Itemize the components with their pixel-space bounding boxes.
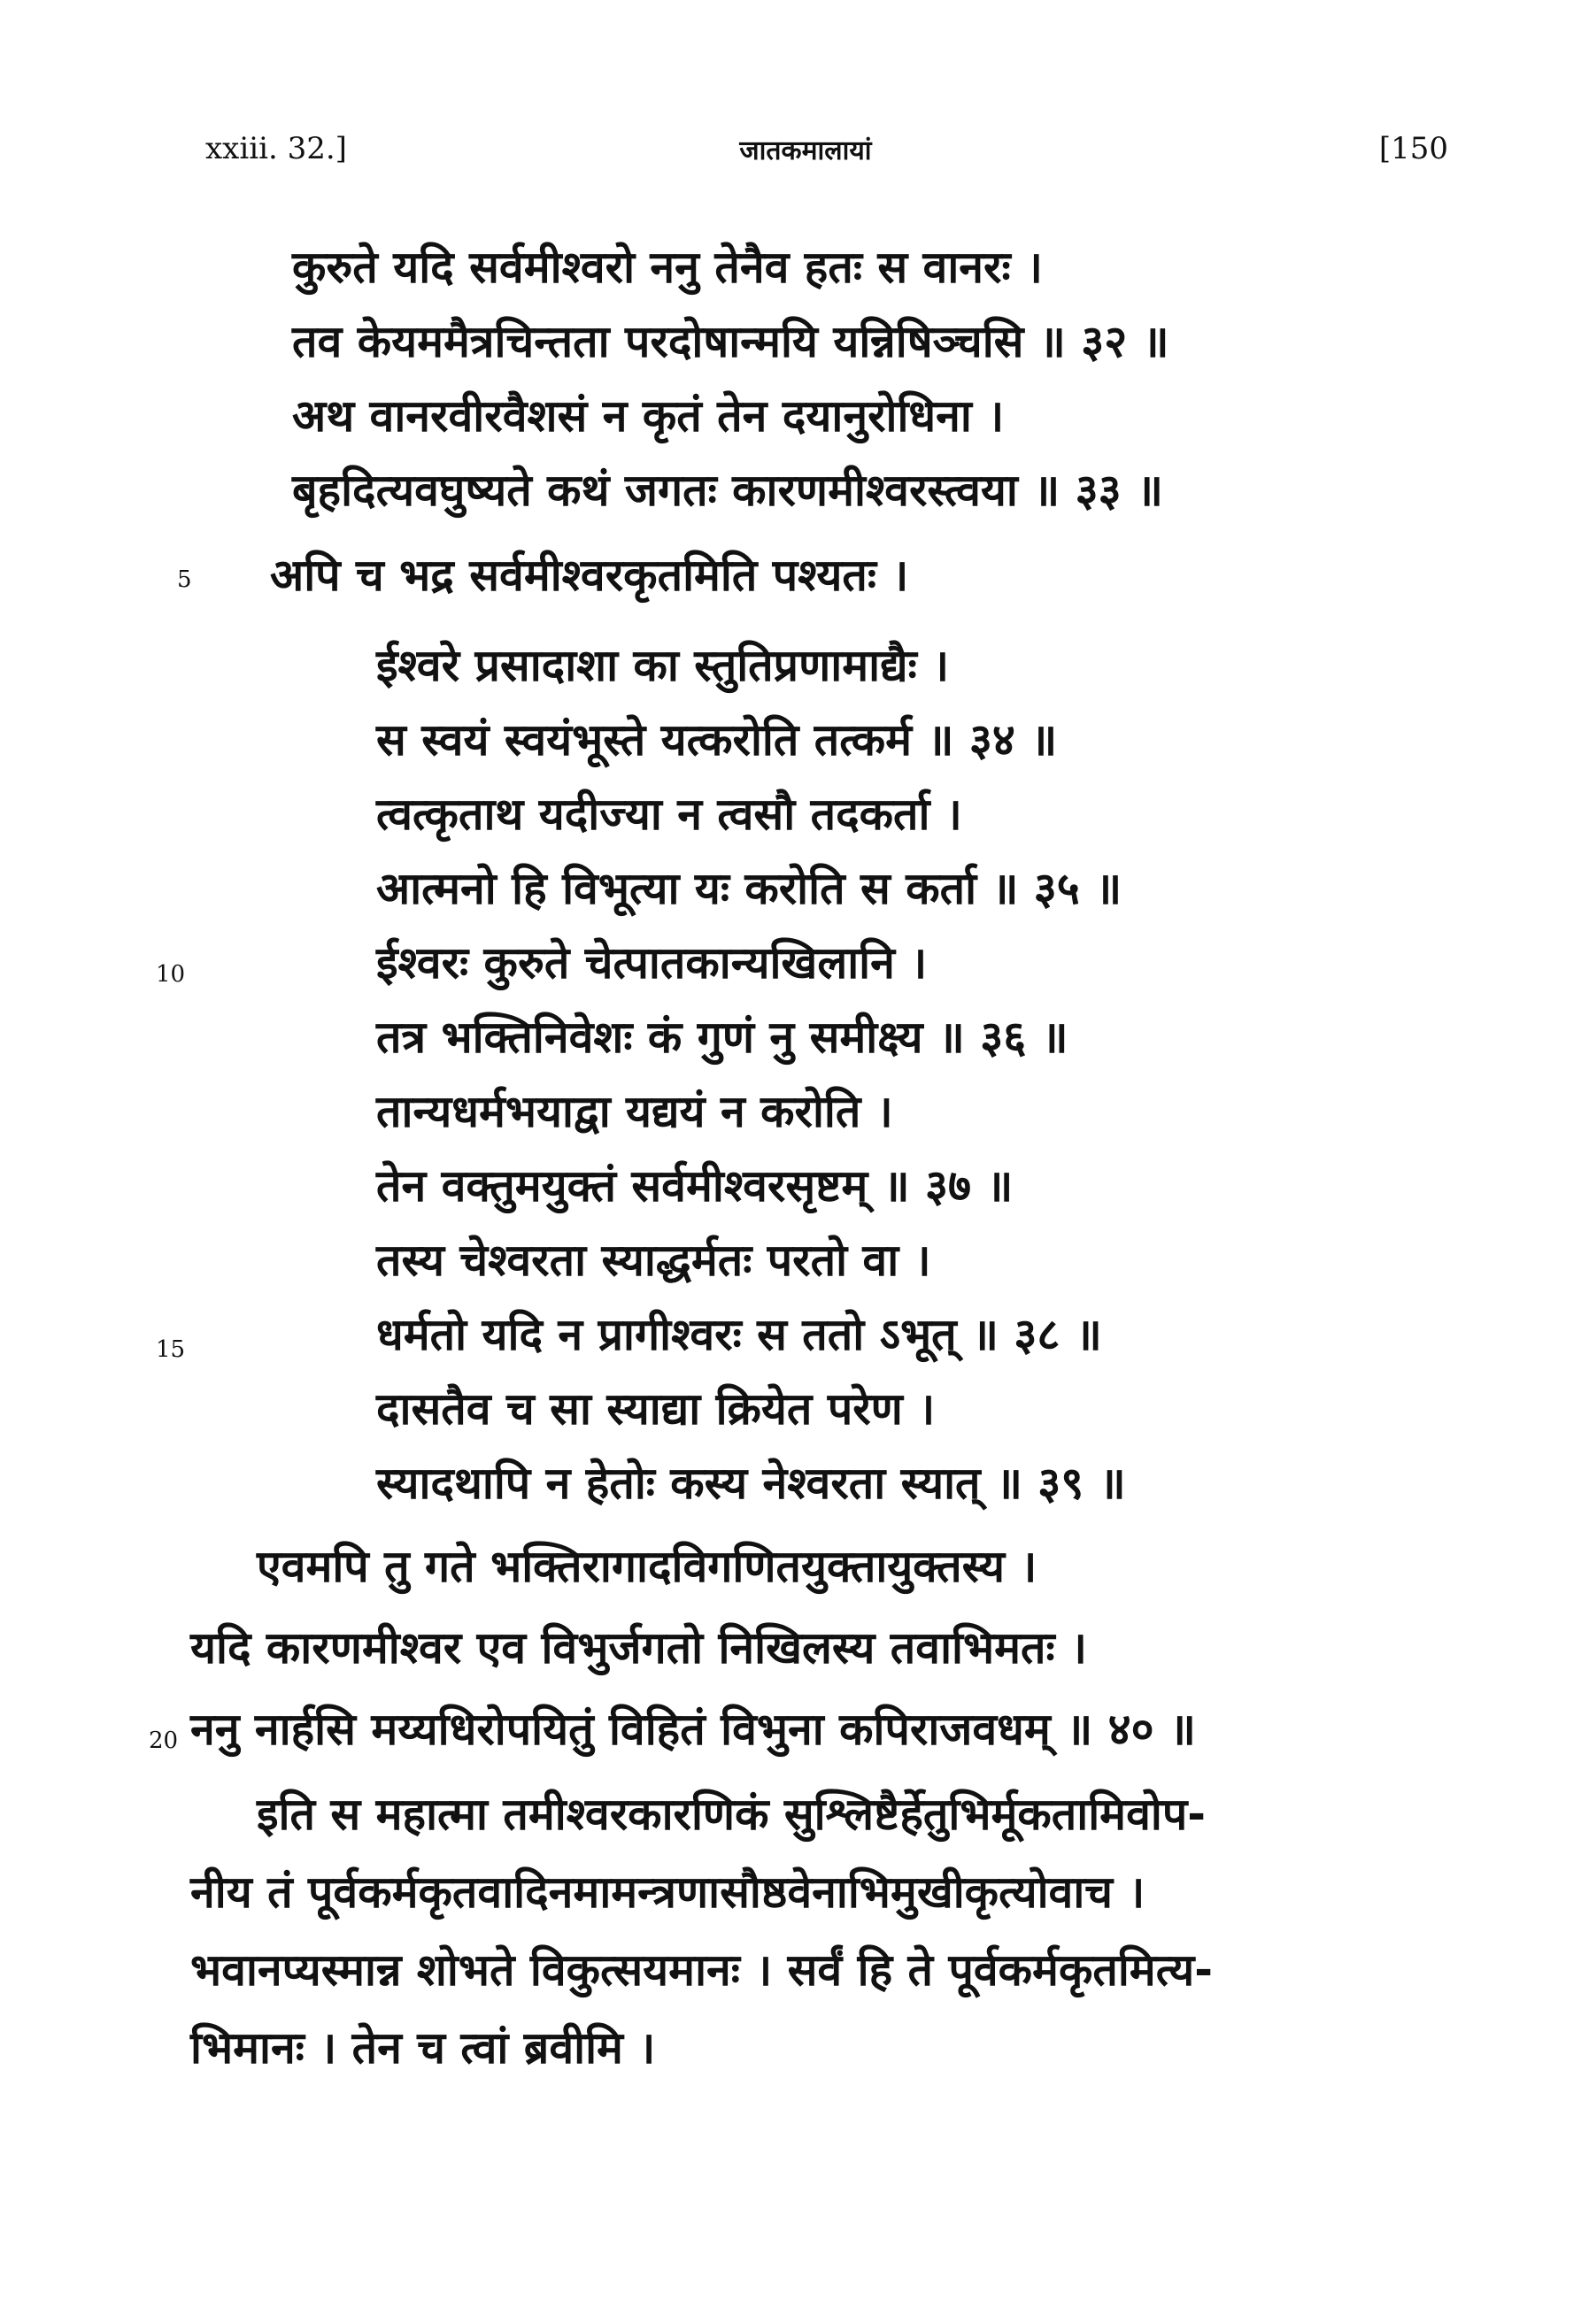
verse-line: दासतैव च सा स्याद्या क्रियेत परेण । bbox=[376, 1383, 936, 1435]
verse-line: आत्मनो हि विभूत्या यः करोति स कर्ता ॥ ३५ ॥ bbox=[376, 863, 1122, 914]
verse-line: ईश्वरे प्रसादाशा का स्तुतिप्रणामाद्यैः । bbox=[376, 640, 950, 691]
verse-line: तत्र भक्तिनिवेशः कं गुणं नु समीक्ष्य ॥ ३६ ॥ bbox=[376, 1012, 1068, 1063]
verse-line: कुरुते यदि सर्वमीश्वरो ननु तेनैव हतः स वानरः । bbox=[292, 242, 1043, 293]
page-number: [150 bbox=[1378, 131, 1448, 166]
line-number-20: 20 bbox=[149, 1728, 179, 1754]
verse-line: धर्मतो यदि न प्रागीश्वरः स ततो ऽभूत् ॥ ३८ ॥ bbox=[376, 1309, 1102, 1360]
prose-line: भिमानः । तेन च त्वां ब्रवीमि । bbox=[190, 2022, 656, 2074]
verse-line: स स्वयं स्वयंभूस्ते यत्करोति तत्कर्म ॥ ३४ ॥ bbox=[376, 714, 1058, 766]
verse-line: तान्यधर्मभयाद्वा यद्ययं न करोति । bbox=[376, 1086, 893, 1137]
verse-line: तव केयममैत्रचिन्तता परदोषान्मयि यन्निषिञ्चसि ॥ ३२ ॥ bbox=[292, 316, 1169, 367]
verse-line: तेन वक्तुमयुक्तं सर्वमीश्वरसृष्टम् ॥ ३७ ॥ bbox=[376, 1160, 1014, 1212]
verse-line: यदि कारणमीश्वर एव विभुर्जगतो निखिलस्य तवाभिमतः । bbox=[190, 1622, 1087, 1674]
verse-intro: एवमपि तु गते भक्तिरागादविगणितयुक्तायुक्तस्य । bbox=[257, 1541, 1037, 1592]
verse-line: बृहदित्यवघुष्यते कथं जगतः कारणमीश्वरस्त्वया ॥ ३३ ॥ bbox=[292, 465, 1163, 516]
verse-intro: अपि च भद्र सर्वमीश्वरकृतमिति पश्यतः । bbox=[270, 550, 909, 601]
prose-line: इति स महात्मा तमीश्वरकारणिकं सुश्लिष्टैर्हेतुभिर्मूकतामिवोप- bbox=[257, 1789, 1206, 1840]
verse-line: स्यादथापि न हेतोः कस्य नेश्वरता स्यात् ॥ ३९ ॥ bbox=[376, 1458, 1126, 1509]
verse-line: तस्य चेश्वरता स्याद्धर्मतः परतो वा । bbox=[376, 1235, 931, 1286]
prose-line: नीय तं पूर्वकर्मकृतवादिनमामन्त्रणासौष्ठवेनाभिमुखीकृत्योवाच । bbox=[190, 1866, 1145, 1918]
line-number-15: 15 bbox=[156, 1336, 186, 1363]
running-head-left: xxiii. 32.] bbox=[205, 131, 347, 166]
verse-line: ननु नार्हसि मय्यधिरोपयितुं विहितं विभुना कपिराजवधम् ॥ ४० ॥ bbox=[190, 1704, 1196, 1755]
line-number-10: 10 bbox=[156, 961, 186, 988]
verse-line: ईश्वरः कुरुते चेत्पातकान्यखिलानि । bbox=[376, 937, 928, 989]
verse-line: अथ वानरवीरवैशसं न कृतं तेन दयानुरोधिना । bbox=[292, 390, 1005, 442]
verse-line: त्वत्कृताथ यदीज्या न त्वसौ तदकर्ता । bbox=[376, 789, 962, 840]
running-head-title: जातकमालायां bbox=[739, 135, 872, 166]
prose-line: भवानप्यस्मान्न शोभते विकुत्सयमानः । सर्वं हि ते पूर्वकर्मकृतमित्य- bbox=[190, 1944, 1213, 1996]
line-number-5: 5 bbox=[177, 566, 192, 593]
